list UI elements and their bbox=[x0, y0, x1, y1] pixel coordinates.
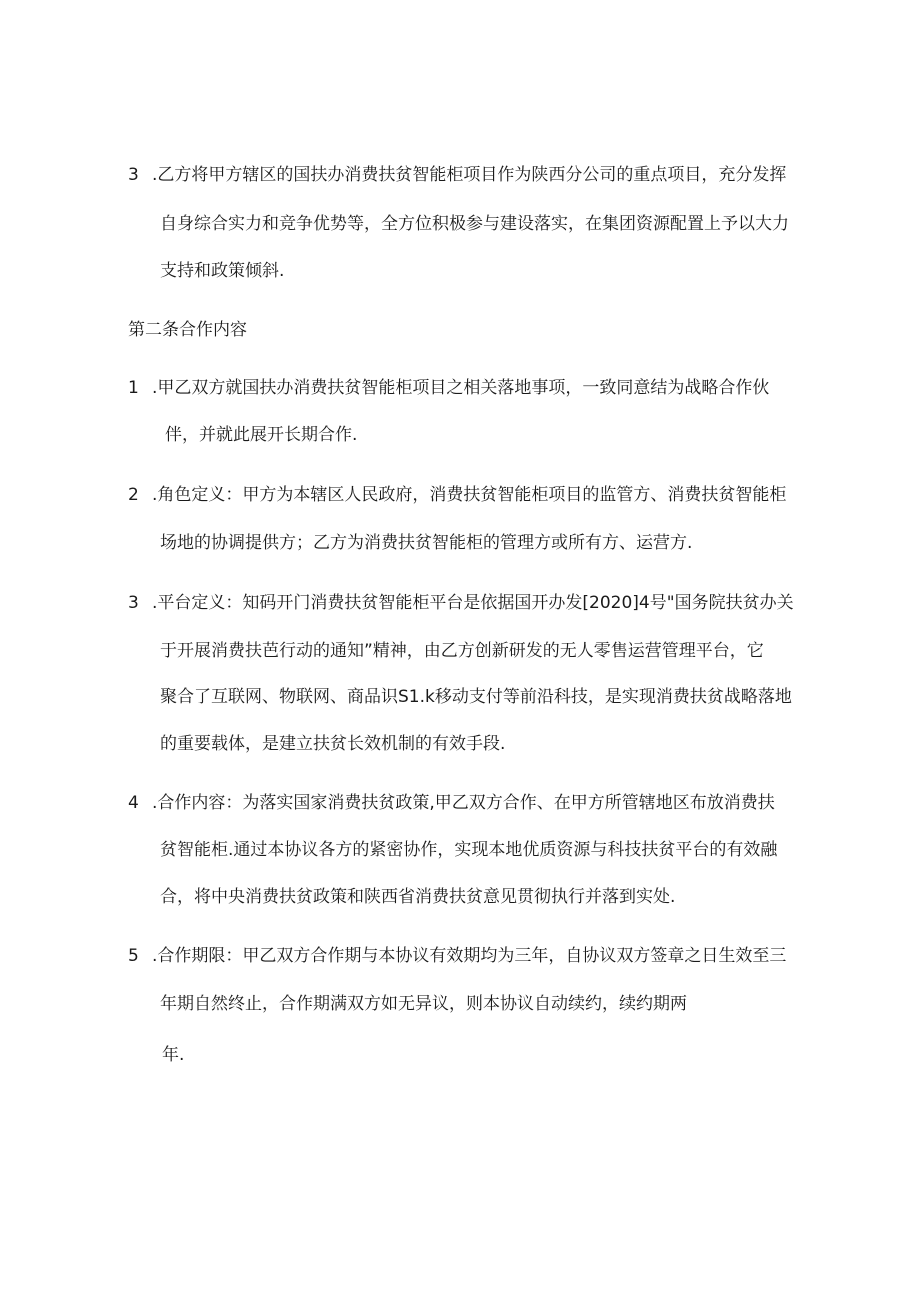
paragraph-line: 自身综合实力和竞争优势等，全方位积极参与建设落实，在集团资源配置上予以大力 bbox=[160, 214, 789, 234]
item-number: 2 bbox=[128, 485, 139, 505]
paragraph-line: 于开展消费扶芭行动的通知”精神，由乙方创新研发的无人零售运营管理平台，它 bbox=[160, 641, 764, 661]
paragraph-line: 伴，并就此展开长期合作. bbox=[165, 425, 358, 445]
paragraph-line: .合作内容：为落实国家消费扶贫政策,甲乙双方合作、在甲方所管辖地区布放消费扶 bbox=[152, 793, 775, 813]
paragraph-line: 场地的协调提供方；乙方为消费扶贫智能柜的管理方或所有方、运营方. bbox=[160, 533, 693, 553]
item-number: 5 bbox=[128, 946, 139, 966]
paragraph-line: 支持和政策倾斜. bbox=[160, 261, 285, 281]
paragraph-line: 年. bbox=[162, 1045, 185, 1065]
paragraph-line: 合，将中央消费扶贫政策和陕西省消费扶贫意见贯彻执行并落到实处. bbox=[160, 887, 676, 907]
section-heading: 第二条合作内容 bbox=[128, 320, 247, 340]
paragraph-line: 年期自然终止，合作期满双方如无异议，则本协议自动续约，续约期两 bbox=[160, 994, 687, 1014]
paragraph-line: 贫智能柜.通过本协议各方的紧密协作，实现本地优质资源与科技扶贫平台的有效融 bbox=[160, 840, 778, 860]
item-number: 1 bbox=[128, 378, 139, 398]
paragraph-line: 聚合了互联网、物联网、商品识S1.k移动支付等前沿科技，是实现消费扶贫战略落地 bbox=[160, 687, 792, 707]
paragraph-line: .乙方将甲方辖区的国扶办消费扶贫智能柜项目作为陕西分公司的重点项目，充分发挥 bbox=[152, 165, 787, 185]
paragraph-line: .平台定义：知码开门消费扶贫智能柜平台是依据国开办发[2020]4号"国务院扶贫办关 bbox=[152, 593, 794, 613]
paragraph-line: .甲乙双方就国扶办消费扶贫智能柜项目之相关落地事项，一致同意结为战略合作伙 bbox=[152, 378, 770, 398]
item-number: 4 bbox=[128, 793, 139, 813]
item-number: 3 bbox=[128, 165, 139, 185]
paragraph-line: .角色定义：甲方为本辖区人民政府，消费扶贫智能柜项目的监管方、消费扶贫智能柜 bbox=[152, 485, 787, 505]
item-number: 3 bbox=[128, 593, 139, 613]
paragraph-line: .合作期限：甲乙双方合作期与本协议有效期均为三年，自协议双方签章之日生效至三 bbox=[152, 946, 787, 966]
paragraph-line: 的重要载体，是建立扶贫长效机制的有效手段. bbox=[160, 734, 506, 754]
